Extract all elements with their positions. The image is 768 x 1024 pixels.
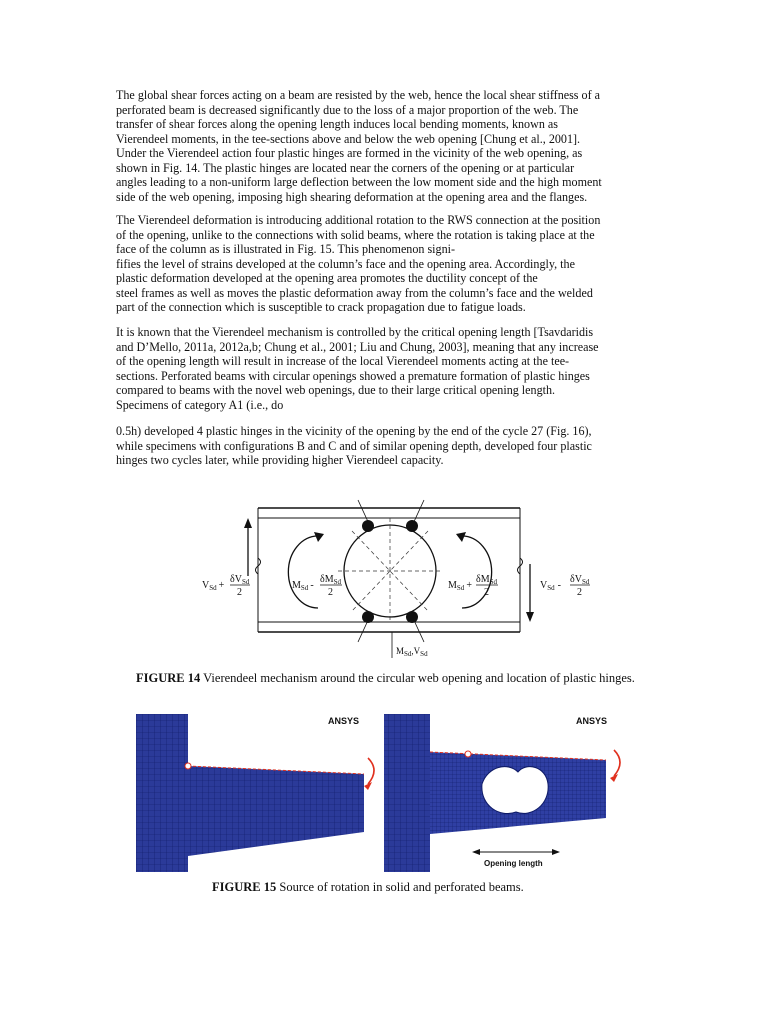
figure-15-caption-text: Source of rotation in solid and perforated beams. [279,880,524,894]
text-line: compared to beams with the novel web openings, due to their large critical opening length. [116,383,556,397]
plastic-hinge-top-left [362,520,374,532]
text-line: steel frames as well as moves the plastic deformation away from the column’s face and the welded [116,285,593,300]
text-line: The Vierendeel deformation is introducing additional rotation to the RWS connection at the position [116,213,601,227]
opening-length-arrow-left [472,849,480,855]
text-line: Vierendeel moments, in the tee-sections above and below the web opening [Chung et al., 2001]. [116,131,581,146]
text-line: and D’Mello, 2011a, 2012a,b; Chung et al., 2001; Liu and Chung, 2003], meaning that any increase [116,339,599,354]
text-line: transfer of shear forces along the opening length induces local bending moments, known as [116,117,558,131]
ansys-logo-right: ANSYS [576,716,608,726]
plastic-hinge-bottom-right [406,611,418,623]
v-left-frac-den: 2 [237,587,242,598]
text-line: of the opening, unlike to the connections with solid beams, where the rotation is taking place at the [116,227,595,242]
figure-15-caption [212,879,612,895]
v-right-frac-num: $\delta V_{Sd}$ [570,574,590,586]
m-left-frac-den: 2 [328,587,333,598]
text-line: perforated beam is decreased significantly due to the loss of a major proportion of the web. The [116,102,579,117]
v-left-label: $V_{Sd}$ + [202,580,225,592]
right-column [384,714,430,872]
m-left-frac-num: $\delta M_{Sd}$ [320,574,342,586]
plastic-hinge-bottom-left [362,611,374,623]
text-line: It is known that the Vierendeel mechanism is controlled by the critical opening length [Tsavdaridis [116,325,594,339]
m-left-label: $M_{Sd}$ - [292,580,314,592]
text-line: plastic deformation developed at the opening area promotes the ductility concept of the [116,271,538,285]
text-line: while specimens with configurations B and C and of similar opening depth, developed four plastic [116,438,592,453]
figure-14-label: FIGURE 14 [136,671,201,685]
ansys-logo-left: ANSYS [328,716,360,726]
right-moment-arrowhead [456,532,466,542]
paragraph-1 [116,88,652,204]
text-line: shown in Fig. 14. The plastic hinges are located near the corners of the opening or at particular [116,160,575,175]
left-column [136,714,188,872]
vierendeel-diagram [200,496,660,666]
text-line: sections. Perforated beams with circular openings showed a premature formation of plastic hinges [116,368,590,383]
figure-14-caption [136,670,636,687]
text-line: fifies the level of strains developed at the column’s face and the opening area. Accordingly, the [116,256,575,271]
right-shear-arrowhead [526,612,534,622]
m-right-frac-den: 2 [484,587,489,598]
left-shear-arrowhead [244,518,252,528]
solid-rotation-point [185,763,191,769]
figure-15-images [136,714,646,874]
paragraph-4 [116,424,652,468]
text-line: angles leading to a non-uniform large deflection between the low moment side and the high moment [116,175,602,189]
plastic-hinge-top-right [406,520,418,532]
figure-15-label: FIGURE 15 [212,880,277,894]
text-line: of the opening length will result in increase of the local Vierendeel moments acting at the tee- [116,354,570,368]
text-line: Under the Vierendeel action four plastic hinges are formed in the vicinity of the web opening, as [116,146,583,160]
v-right-label: $V_{Sd}$ - [540,580,561,592]
opening-length-label: Opening length [484,859,543,868]
v-left-frac-num: $\delta V_{Sd}$ [230,574,250,586]
perforated-rotation-point [465,751,471,757]
text-line: part of the connection which is susceptible to crack propagation due to fatigue loads. [116,300,526,314]
paragraph-2 [116,213,652,315]
left-moment-arrowhead [314,532,324,542]
text-line: side of the web opening, imposing high shearing deformation at the opening area and the flanges. [116,189,588,204]
text-line: The global shear forces acting on a beam are resisted by the web, hence the local shear stiffness of a [116,88,601,102]
text-line: face of the column as is illustrated in Fig. 15. This phenomenon signi- [116,242,456,256]
bottom-mv-label: $M_{Sd},V_{Sd}$ [396,646,428,658]
opening-length-arrow-right [552,849,560,855]
text-line: 0.5h) developed 4 plastic hinges in the vicinity of the opening by the end of the cycle 27 (Fig. 16), [116,424,592,438]
figure-14-caption-text: Vierendeel mechanism around the circular web opening and location of plastic hinges. [203,671,635,685]
left-moment-arc [288,536,318,608]
solid-beam-panel [136,714,374,872]
v-right-frac-den: 2 [577,587,582,598]
web-opening-shape [482,767,548,814]
solid-rotation-arrow [368,758,374,784]
perforated-rotation-arrow [614,750,620,776]
m-right-label: $M_{Sd}$ + [448,580,472,592]
figure-14-diagram [200,496,660,666]
perforated-beam-panel [384,714,620,872]
solid-beam-mesh [188,766,364,856]
fea-mesh-figure [136,714,646,874]
text-line: Specimens of category A1 (i.e., do [116,397,284,412]
paragraph-3 [116,325,652,412]
text-line: hinges two cycles later, while providing higher Vierendeel capacity. [116,453,444,467]
m-right-frac-num: $\delta M_{Sd}$ [476,574,498,586]
